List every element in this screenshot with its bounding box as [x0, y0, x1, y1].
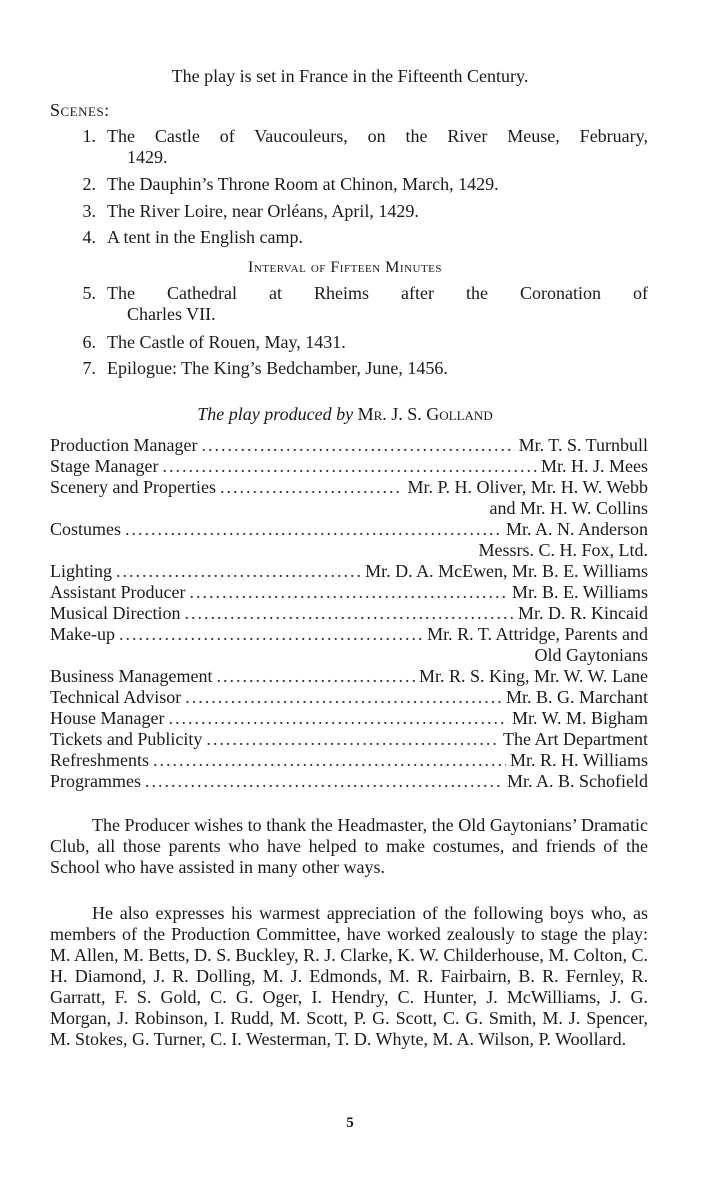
credit-row [50, 477, 648, 519]
credit-name: Mr. A. B. Schofield [506, 771, 648, 791]
credit-role: Assistant Producer [50, 582, 186, 602]
scene-number: 5. [82, 283, 96, 303]
scene-number: 4. [82, 227, 96, 247]
scene-item [50, 126, 648, 168]
credit-role: Costumes [50, 519, 122, 539]
credit-role: Lighting [50, 561, 112, 581]
interval-heading: Interval of Fifteen Minutes [247, 259, 443, 276]
credit-name-continued: and Mr. H. W. Collins [489, 498, 648, 518]
credit-name: Mr. B. G. Marchant [506, 687, 648, 707]
credit-name: Mr. R. H. Williams [510, 750, 648, 770]
committee-paragraph: He also expresses his warmest appreciation of the following boys who, as members of the Production Committee, have worked zealously to stage the play: M. Allen, M. Betts, D. S. Buckley, R. J. Clarke, K. W. Childerhouse, M. Colton, C. H. Diamond, J. R. Dolling, M. J. Edmonds, M. R. Fairbairn, B. R. Fernley, R. Garratt, F. S. Gold, C. G. Oger, I. Hendry, C. Hunter, J. McWilliams, J. G. Morgan, J. Robinson, I. Rudd, M. Scott, P. G. Scott, C. G. Smith, M. J. Spencer, M. Stokes, G. Turner, C. I. Westerman, T. D. Whyte, M. A. Wilson, P. Woollard. [50, 903, 648, 1049]
credit-row [50, 582, 648, 603]
scene-item [50, 201, 648, 222]
scene-text-continued: 1429. [127, 147, 168, 167]
scene-number: 6. [82, 332, 96, 352]
leader-dots [145, 771, 503, 792]
leader-dots [216, 666, 414, 687]
credit-name-continued: Old Gaytonians [534, 645, 648, 665]
leader-dots [116, 561, 361, 582]
scene-number: 2. [82, 174, 96, 194]
scene-item [50, 174, 648, 195]
scene-number: 1. [82, 126, 96, 146]
producer-prefix: The play produced by [197, 404, 354, 424]
leader-dots [125, 519, 502, 540]
credit-role: Business Management [50, 666, 213, 686]
scene-text: A tent in the English camp. [107, 227, 303, 247]
producer-name: Mr. J. S. Golland [357, 404, 493, 424]
scene-text: The Castle of Rouen, May, 1431. [107, 332, 346, 352]
credit-role: Scenery and Properties [50, 477, 216, 497]
leader-dots [184, 603, 514, 624]
credit-row [50, 561, 648, 582]
credit-name: Mr. W. M. Bigham [511, 708, 648, 728]
credit-row [50, 729, 648, 750]
leader-dots [153, 750, 506, 771]
credit-row [50, 519, 648, 561]
leader-dots [206, 729, 499, 750]
scene-text: The Dauphin’s Throne Room at Chinon, March, 1429. [107, 174, 499, 194]
credit-row [50, 687, 648, 708]
leader-dots [220, 477, 404, 498]
credit-role: House Manager [50, 708, 165, 728]
credit-role: Programmes [50, 771, 141, 791]
scene-number: 3. [82, 201, 96, 221]
scene-text: The River Loire, near Orléans, April, 1429. [107, 201, 419, 221]
credit-row [50, 771, 648, 792]
setting-line: The play is set in France in the Fifteenth Century. [171, 66, 529, 86]
scene-text: Epilogue: The King’s Bedchamber, June, 1456. [107, 358, 448, 378]
credit-role: Make-up [50, 624, 115, 644]
credit-role: Tickets and Publicity [50, 729, 203, 749]
credit-name: Mr. R. S. King, Mr. W. W. Lane [418, 666, 648, 686]
credit-row [50, 435, 648, 456]
leader-dots [189, 582, 508, 603]
credit-row [50, 666, 648, 687]
credit-role: Production Manager [50, 435, 198, 455]
scene-item [50, 227, 648, 248]
page-number: 5 [346, 1115, 354, 1131]
credit-role: Refreshments [50, 750, 149, 770]
credit-row [50, 624, 648, 666]
leader-dots [185, 687, 502, 708]
scene-item [50, 358, 648, 379]
leader-dots [162, 456, 537, 477]
credit-name-continued: Messrs. C. H. Fox, Ltd. [478, 540, 648, 560]
thanks-paragraph: The Producer wishes to thank the Headmaster, the Old Gaytonians’ Dramatic Club, all those parents who have helped to make costumes, and friends of the School who have assisted in many other ways. [50, 815, 648, 877]
scene-text-continued: Charles VII. [127, 304, 216, 324]
credit-row [50, 603, 648, 624]
credit-name: The Art Department [503, 729, 648, 749]
credit-row [50, 456, 648, 477]
credit-role: Musical Direction [50, 603, 181, 623]
credit-name: Mr. D. A. McEwen, Mr. B. E. Williams [365, 561, 648, 581]
scene-number: 7. [82, 358, 96, 378]
credit-role: Stage Manager [50, 456, 159, 476]
credit-name: Mr. P. H. Oliver, Mr. H. W. Webb [407, 477, 648, 497]
credit-name: Mr. A. N. Anderson [505, 519, 648, 539]
scene-text: The Castle of Vaucouleurs, on the River Meuse, February, [107, 126, 648, 146]
leader-dots [119, 624, 423, 645]
scene-item [50, 283, 648, 325]
credit-name: Mr. R. T. Attridge, Parents and [427, 624, 648, 644]
credit-name: Mr. H. J. Mees [541, 456, 648, 476]
scenes-heading: Scenes: [50, 100, 110, 120]
scene-text: The Cathedral at Rheims after the Coronation of [107, 283, 648, 303]
credit-role: Technical Advisor [50, 687, 182, 707]
producer-line [0, 404, 690, 425]
scene-item [50, 332, 648, 353]
credit-row [50, 750, 648, 771]
leader-dots [201, 435, 514, 456]
credit-row [50, 708, 648, 729]
credit-name: Mr. B. E. Williams [512, 582, 648, 602]
credit-name: Mr. T. S. Turnbull [518, 435, 648, 455]
leader-dots [168, 708, 508, 729]
credit-name: Mr. D. R. Kincaid [518, 603, 648, 623]
